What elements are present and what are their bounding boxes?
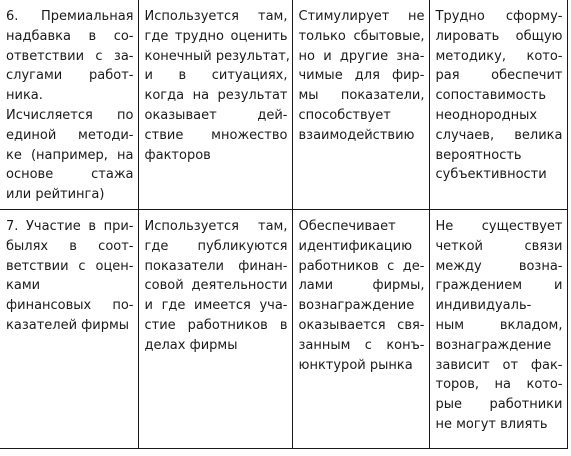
- cell-text-line: торов, на кото-: [435, 377, 563, 393]
- cell-text-line: только сбытовые,: [298, 28, 425, 44]
- table-cell: [138, 210, 292, 449]
- cell-text-line: взаимодействию: [298, 127, 415, 143]
- cell-text-line: работников с де-: [298, 258, 425, 274]
- cell-text-line: факторов: [144, 147, 211, 163]
- cell-text-line: идентификацию: [298, 238, 413, 254]
- cell-text-line: вознаграждение: [435, 337, 552, 353]
- cell-text-line: когда на результат: [144, 88, 288, 104]
- cell-text-line: былях в соот-: [6, 238, 134, 254]
- cell-text-line: ответствии с за-: [6, 48, 134, 64]
- table-cell: [429, 210, 567, 449]
- cell-text-line: юнктурой рынка: [298, 357, 413, 373]
- table-cell: [429, 0, 567, 210]
- table-row-7: [0, 210, 567, 449]
- cell-text-line: вознаграждение: [298, 298, 415, 314]
- cell-text-line: оказывается свя-: [298, 317, 425, 333]
- cell-text-line: Используется там,: [144, 219, 288, 234]
- cell-text-line: Обеспечивает: [298, 219, 396, 234]
- cell-text-line: где публикуются: [144, 238, 288, 254]
- table-row-6: [0, 0, 567, 210]
- cell-text-line: 6. Премиальная: [6, 9, 134, 24]
- cell-text-line: Стимулирует не: [298, 9, 425, 24]
- cell-text-line: чимые для фир-: [298, 68, 425, 84]
- cell-text-line: Не существует: [435, 219, 563, 234]
- cell-text-line: вероятность: [435, 147, 522, 163]
- cell-text-line: совой деятельности: [144, 278, 288, 294]
- cell-text-line: четкой связи: [435, 238, 563, 254]
- cell-text-line: казателей фирмы: [6, 317, 130, 333]
- cell-text-line: зависит от фак-: [435, 357, 563, 373]
- cell-text-line: случаев, велика: [435, 127, 563, 143]
- cell-text-line: показатели финан-: [144, 258, 288, 274]
- cell-text-line: но и другие зна-: [298, 48, 425, 64]
- cell-text-line: 7. Участие в при-: [6, 219, 134, 234]
- cell-text-line: сопоставимость: [435, 88, 546, 104]
- cell-text-line: оказывает дей-: [144, 107, 288, 123]
- table-cell: [292, 0, 429, 210]
- cell-text-line: мы показатели,: [298, 88, 425, 104]
- table-cell: [0, 0, 138, 210]
- cell-text-line: ке (например, на: [6, 147, 134, 163]
- cell-text-line: Исчисляется по: [6, 107, 134, 123]
- table-cell: [138, 0, 292, 210]
- cell-text-line: где трудно оценить: [144, 28, 288, 44]
- cell-text-line: слугами работ-: [6, 68, 134, 84]
- cell-text-line: ветствии с оцен-: [6, 258, 134, 274]
- table-cell: [0, 210, 138, 449]
- cell-text-line: и где имеется уча-: [144, 298, 288, 314]
- cell-text-line: рая обеспечит: [435, 68, 563, 84]
- cell-text-line: Используется там,: [144, 9, 288, 24]
- cell-text-line: делах фирмы: [144, 337, 238, 353]
- cell-text-line: рые работники: [435, 397, 563, 413]
- cell-text-line: методику, кото-: [435, 48, 563, 64]
- cell-text-line: стие работников в: [144, 317, 288, 333]
- cell-text-line: занным с конъ-: [298, 337, 425, 353]
- cell-text-line: граждением и: [435, 278, 563, 294]
- cell-text-line: единой методи-: [6, 127, 134, 143]
- cell-text-line: лами фирмы,: [298, 278, 425, 294]
- table-cell: [292, 210, 429, 449]
- cell-text-line: ками: [6, 278, 41, 294]
- cell-text-line: или рейтинга): [6, 187, 105, 203]
- cell-text-line: между возна-: [435, 258, 563, 274]
- cell-text-line: финансовых по-: [6, 298, 134, 314]
- cell-text-line: Трудно сформу-: [435, 9, 563, 24]
- cell-text-line: лировать общую: [435, 28, 563, 44]
- cell-text-line: ным вкладом,: [435, 317, 563, 333]
- cell-text-line: конечный результат,: [144, 48, 290, 64]
- cell-text-line: и в ситуациях,: [144, 68, 288, 84]
- cell-text-line: индивидуаль-: [435, 298, 532, 314]
- cell-text-line: не могут влиять: [435, 416, 548, 432]
- cell-text-line: ника.: [6, 88, 43, 104]
- cell-text-line: ствие множество: [144, 127, 288, 143]
- cell-text-line: неоднородных: [435, 107, 538, 123]
- cell-text-line: способствует: [298, 107, 391, 123]
- cell-text-line: основе стажа: [6, 167, 134, 183]
- cell-text-line: надбавка в со-: [6, 28, 134, 44]
- cell-text-line: субъективности: [435, 167, 547, 183]
